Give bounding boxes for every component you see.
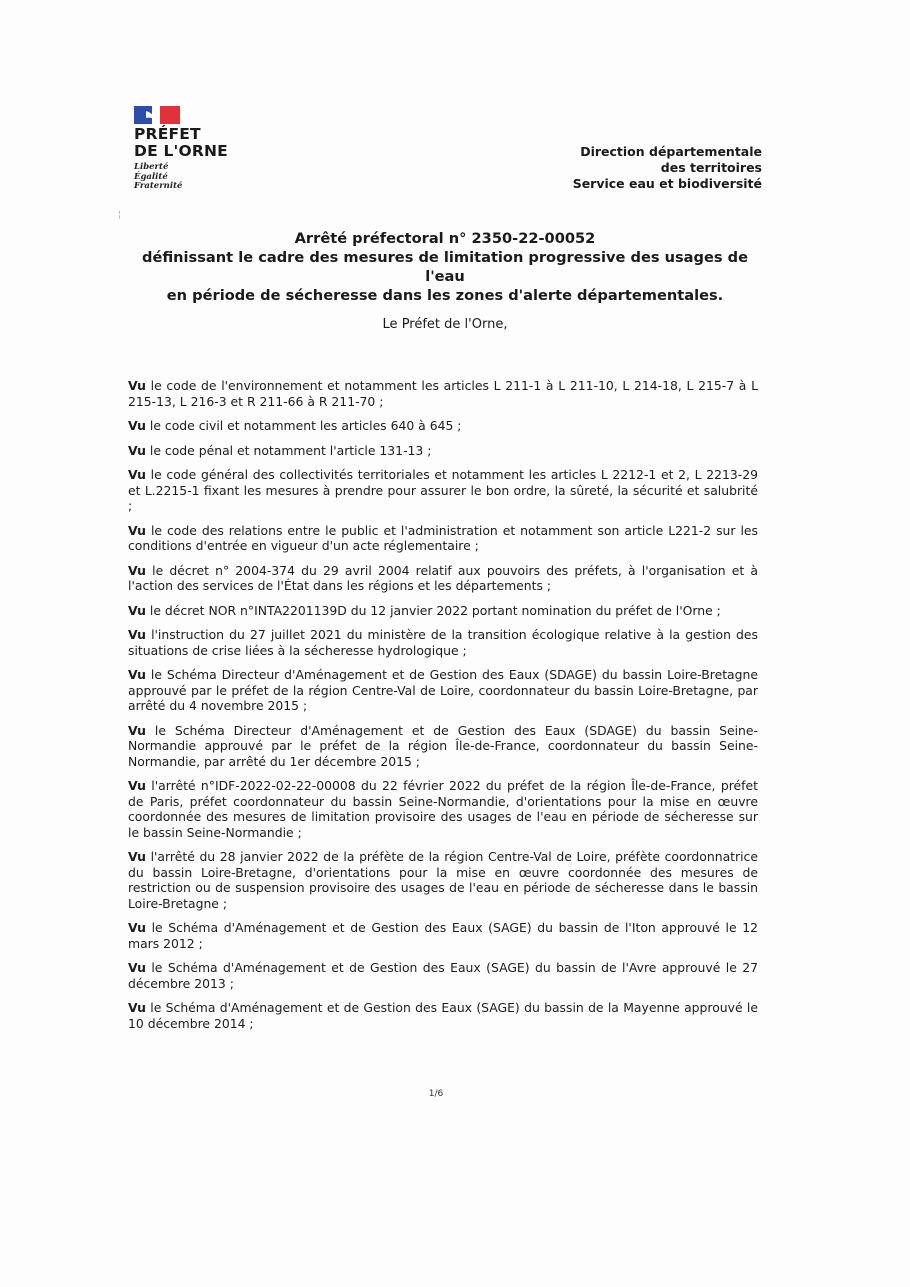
vu-text: le code pénal et notamment l'article 131-13 ; — [145, 442, 432, 458]
vu-keyword: Vu — [128, 418, 146, 433]
prefet-heading: Le Préfet de l'Orne, — [382, 317, 508, 332]
direction-line-1: Direction départementale — [580, 144, 762, 159]
vu-paragraph — [128, 523, 758, 554]
vu-paragraph — [128, 920, 758, 951]
vu-keyword: Vu — [128, 627, 146, 642]
vu-keyword: Vu — [128, 378, 146, 393]
decree-title — [120, 229, 770, 305]
title-line-2: définissant le cadre des mesures de limitation progressive des usages de l'eau — [142, 249, 748, 285]
vu-text: l'arrêté n°IDF-2022-02-22-00008 du 22 février 2022 du préfet de la région Île-de-France, préfet de Paris, préfet coordonnateur du bassin Seine-Normandie, d'orientations pour la mise en œuvre coordonnée des mesures de limitation provisoire des usages de l'eau en période de sécheresse sur le bassin Seine-Normandie ; — [128, 778, 758, 840]
vu-paragraph — [128, 667, 758, 714]
vu-keyword: Vu — [128, 920, 146, 935]
vu-paragraph — [128, 418, 758, 434]
vu-keyword: Vu — [128, 722, 146, 738]
vu-text: le code de l'environnement et notamment les articles L 211-1 à L 211-10, L 214-18, L 215-7 à L 215-13, L 216-3 et R 211-66 à R 211-70 ; — [128, 378, 758, 409]
motto-fraternite: Fraternité — [134, 181, 183, 191]
vu-paragraph — [128, 563, 758, 594]
vu-paragraph — [128, 467, 758, 514]
vu-paragraph — [128, 723, 758, 770]
vu-paragraph — [128, 849, 758, 911]
direction-line-2: des territoires — [660, 160, 762, 175]
motto-egalite: Égalité — [134, 171, 168, 182]
vu-text: le décret n° 2004-374 du 29 avril 2004 relatif aux pouvoirs des préfets, à l'organisation et à l'action des services de l'État dans les régions et les départements ; — [128, 562, 758, 593]
vu-paragraph — [128, 627, 758, 658]
issuing-service — [573, 144, 762, 192]
direction-line-3: Service eau et biodiversité — [572, 176, 762, 191]
vu-text: l'instruction du 27 juillet 2021 du ministère de la transition écologique relative à la gestion des situations de crise liées à la sécheresse hydrologique ; — [128, 627, 758, 658]
republic-motto — [134, 163, 254, 192]
vu-text: le décret NOR n°INTA2201139D du 12 janvier 2022 portant nomination du préfet de l'Orne ; — [145, 602, 721, 618]
title-line-1: Arrêté préfectoral n° 2350-22-00052 — [294, 230, 596, 247]
title-line-3: en période de sécheresse dans les zones d'alerte départementales. — [166, 287, 724, 304]
vu-keyword: Vu — [128, 442, 146, 458]
page-number: 1/6 — [428, 1089, 444, 1099]
vu-keyword: Vu — [128, 960, 146, 975]
vu-keyword: Vu — [128, 849, 146, 864]
marianne-flag-icon — [134, 106, 180, 124]
vu-paragraph — [128, 778, 758, 840]
scan-mark: ¦ — [118, 210, 122, 220]
vu-text: le Schéma d'Aménagement et de Gestion des Eaux (SAGE) du bassin de l'Avre approuvé le 27 décembre 2013 ; — [128, 960, 758, 991]
motto-liberte: Liberté — [134, 162, 169, 172]
vu-text: le code des relations entre le public et l'administration et notamment son article L221-2 sur les conditions d'entrée en vigueur d'un acte réglementaire ; — [128, 522, 758, 553]
vu-paragraph — [128, 443, 758, 459]
logo-title — [134, 126, 254, 160]
logo-line-prefet: PRÉFET — [134, 125, 201, 143]
vu-keyword: Vu — [128, 562, 146, 578]
logo-line-orne: DE L'ORNE — [134, 142, 228, 160]
vu-keyword: Vu — [128, 778, 146, 793]
vu-text: le code général des collectivités territoriales et notamment les articles L 2212-1 et 2, L 2213-29 et L.2215-1 fixant les mesures à prendre pour assurer le bon ordre, la sûreté, la sécurité et salubrité ; — [128, 467, 758, 513]
prefecture-logo — [134, 106, 254, 192]
vu-keyword: Vu — [128, 602, 146, 618]
vu-text: le code civil et notamment les articles 640 à 645 ; — [145, 418, 462, 433]
vu-keyword: Vu — [128, 667, 146, 682]
vu-paragraph — [128, 1000, 758, 1031]
vu-paragraph — [128, 603, 758, 619]
vu-keyword: Vu — [128, 522, 146, 538]
vu-paragraph — [128, 378, 758, 409]
vu-text: l'arrêté du 28 janvier 2022 de la préfète de la région Centre-Val de Loire, préfète coordonnatrice du bassin Loire-Bretagne, d'orientations pour la mise en œuvre coordonnée des mesures de restriction ou de suspension provisoire des usages de l'eau en période de sécheresse dans le bassin Loire-Bretagne ; — [128, 849, 758, 911]
vu-text: le Schéma Directeur d'Aménagement et de Gestion des Eaux (SDAGE) du bassin Seine-Normandie approuvé par le préfet de la région Île-de-France, coordonnateur du bassin Seine-Normandie, par arrêté du 1er décembre 2015 ; — [128, 722, 758, 769]
vu-text: le Schéma d'Aménagement et de Gestion des Eaux (SAGE) du bassin de la Mayenne approuvé le 10 décembre 2014 ; — [128, 1000, 758, 1031]
vu-paragraph — [128, 960, 758, 991]
considerations-list — [128, 378, 758, 1040]
vu-text: le Schéma d'Aménagement et de Gestion des Eaux (SAGE) du bassin de l'Iton approuvé le 12 mars 2012 ; — [128, 920, 758, 951]
vu-text: le Schéma Directeur d'Aménagement et de Gestion des Eaux (SDAGE) du bassin Loire-Bretagne approuvé par le préfet de la région Centre-Val de Loire, coordonnateur du bassin Loire-Bretagne, par arrêté du 4 novembre 2015 ; — [128, 667, 758, 713]
vu-keyword: Vu — [128, 1000, 146, 1015]
vu-keyword: Vu — [128, 467, 146, 482]
